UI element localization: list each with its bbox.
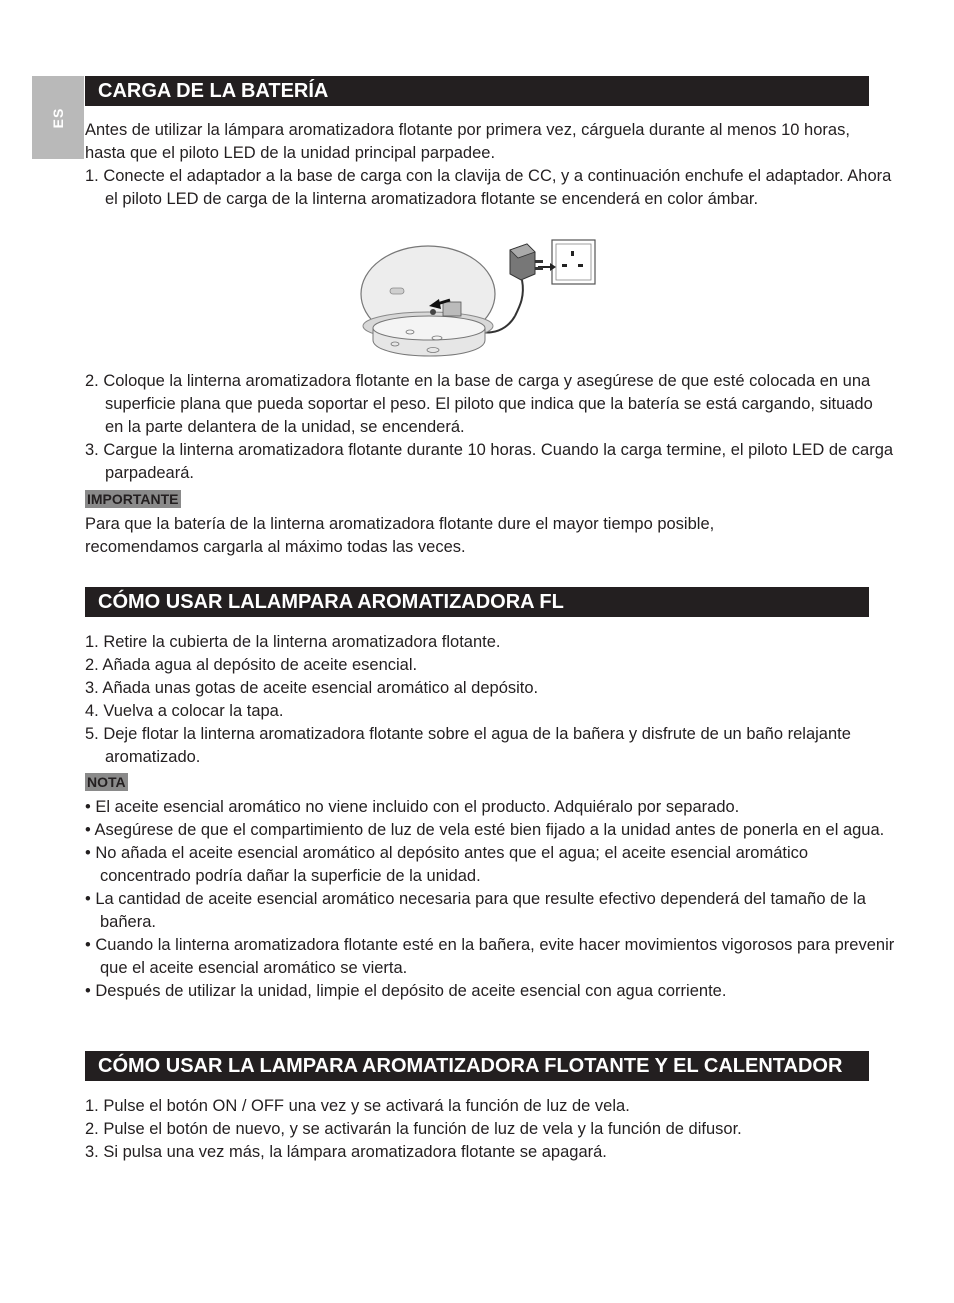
use-step-3: 3. Añada unas gotas de aceite esencial aromático al depósito.: [85, 679, 539, 697]
battery-intro-paragraph: Antes de utilizar la lámpara aromatizadora flotante por primera vez, cárguela durante al menos 10 horas, hasta que el piloto LED de la unidad principal parpadee.: [85, 121, 850, 162]
battery-step-3: 3. Cargue la linterna aromatizadora flotante durante 10 horas. Cuando la carga termine, el piloto LED de carga parpadeará.: [85, 441, 894, 482]
heater-step-1: 1. Pulse el botón ON / OFF una vez y se activará la función de luz de vela.: [85, 1097, 630, 1115]
note-item-5: • Cuando la linterna aromatizadora flotante esté en la bañera, evite hacer movimientos vigorosos para prevenir que el aceite esencial aromático se vierta.: [85, 936, 895, 977]
heater-step-3: 3. Si pulsa una vez más, la lámpara aromatizadora flotante se apagará.: [85, 1143, 607, 1161]
note-list: [85, 796, 895, 1003]
power-adapter-icon: [510, 244, 543, 316]
important-text: Para que la batería de la linterna aromatizadora flotante dure el mayor tiempo posible, recomendamos cargarla al máximo todas las veces.: [85, 515, 715, 556]
use-step-2: 2. Añada agua al depósito de aceite esencial.: [85, 656, 418, 674]
use-step-5: 5. Deje flotar la linterna aromatizadora flotante sobre el agua de la bañera y disfrute de un baño relajante aromatizado.: [85, 725, 851, 766]
section-title-battery-charging: CARGA DE LA BATERÍA: [85, 76, 869, 106]
important-text-block: [85, 513, 885, 559]
battery-step-2: 2. Coloque la linterna aromatizadora flotante en la base de carga y asegúrese de que esté colocada en una superficie plana que pueda soportar el peso. El piloto que indica que la batería se está cargando, situado en la parte delantera de la unidad, se encenderá.: [85, 372, 873, 436]
section-title-how-to-use: CÓMO USAR LALAMPARA AROMATIZADORA FL: [85, 587, 869, 617]
note-item-3: • No añada el aceite esencial aromático al depósito antes que el agua; el aceite esencial aromático concentrado podría dañar la superficie de la unidad.: [85, 844, 809, 885]
battery-charging-text-top: [85, 119, 892, 211]
note-item-6: • Después de utilizar la unidad, limpie el depósito de aceite esencial con agua corriente.: [85, 982, 727, 1000]
battery-step-1: 1. Conecte el adaptador a la base de carga con la clavija de CC, y a continuación enchufe el adaptador. Ahora el piloto LED de carga de la linterna aromatizadora flotante se encenderá en color ámbar.: [85, 167, 892, 208]
language-tab: [32, 76, 84, 159]
use-step-1: 1. Retire la cubierta de la linterna aromatizadora flotante.: [85, 633, 501, 651]
important-label: IMPORTANTE: [87, 491, 179, 507]
heater-step-2: 2. Pulse el botón de nuevo, y se activarán la función de luz de vela y la función de difusor.: [85, 1120, 742, 1138]
charging-illustration: [355, 236, 600, 358]
use-step-4: 4. Vuelva a colocar la tapa.: [85, 702, 284, 720]
section-title-lamp-and-heater: CÓMO USAR LA LAMPARA AROMATIZADORA FLOTANTE Y EL CALENTADOR: [85, 1051, 869, 1081]
note-label: NOTA: [87, 774, 126, 790]
how-to-use-steps: [85, 631, 885, 769]
lamp-and-heater-steps: [85, 1095, 885, 1164]
note-item-4: • La cantidad de aceite esencial aromático necesaria para que resulte efectivo dependerá del tamaño de la bañera.: [85, 890, 866, 931]
language-tab-label: ES: [50, 107, 66, 129]
note-item-1: • El aceite esencial aromático no viene incluido con el producto. Adquiéralo por separado.: [85, 798, 740, 816]
battery-charging-text-bottom: [85, 370, 894, 485]
note-item-2: • Asegúrese de que el compartimiento de luz de vela esté bien fijado a la unidad antes de ponerla en el agua.: [85, 821, 885, 839]
wall-socket-icon: [552, 240, 595, 284]
